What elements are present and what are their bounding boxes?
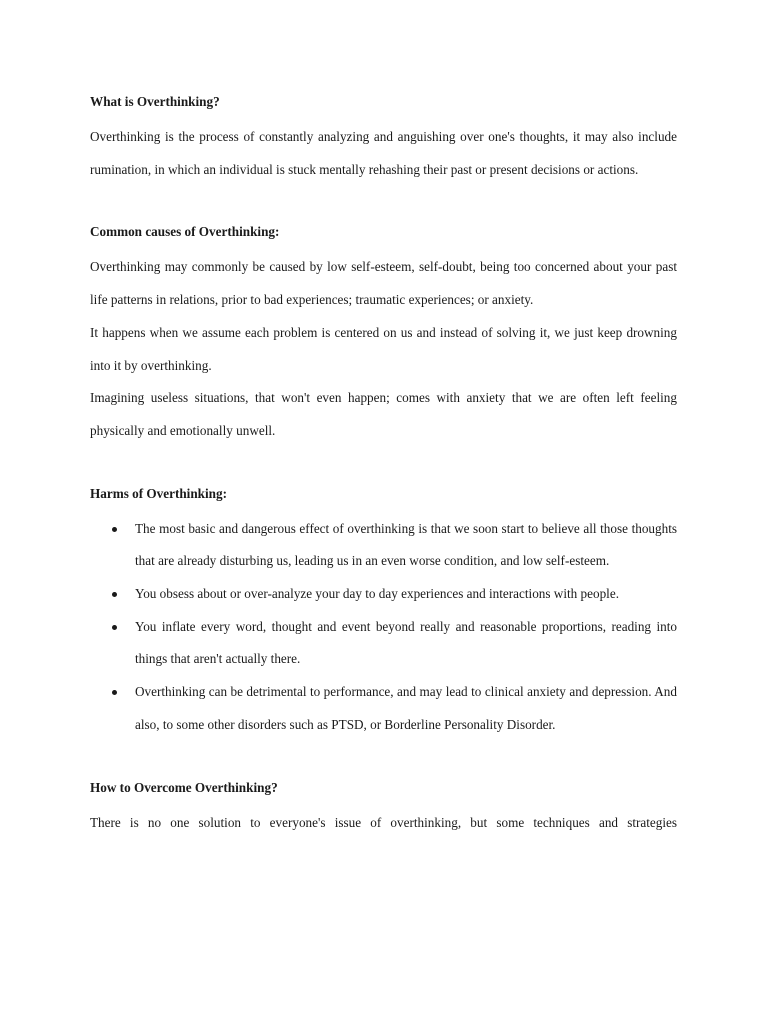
bullet-text: You obsess about or over-analyze your day to day experiences and interactions with people. [135,586,619,602]
paragraph-causes-1: Overthinking may commonly be caused by low self-esteem, self-doubt, being too concerned about your past life patterns in relations, prior to bad experiences; traumatic experiences; or anxiety. [90,259,677,308]
paragraph-overcome: There is no one solution to everyone's issue of overthinking, but some techniques and strategies [90,814,677,830]
section-spacer [90,742,677,774]
bullet-item [90,513,677,578]
paragraph-causes-2: It happens when we assume each problem is centered on us and instead of solving it, we just keep drowning into it by overthinking. [90,324,677,373]
bullet-dot-icon [112,690,117,695]
heading-common-causes: Common causes of Overthinking: [90,224,280,240]
heading-how-to-overcome: How to Overcome Overthinking? [90,779,278,795]
bullet-dot-icon [112,592,117,597]
bullet-text: The most basic and dangerous effect of overthinking is that we soon start to believe all those thoughts that are already disturbing us, leading us in an even worse condition, and low self-esteem. [135,520,677,569]
bullet-item [90,676,677,741]
heading-what-is-overthinking: What is Overthinking? [90,94,220,109]
paragraph-definition: Overthinking is the process of constantly analyzing and anguishing over one's thoughts, it may also include rumination, in which an individual is stuck mentally rehashing their past or present decisions or actions. [90,129,677,177]
bullet-text: You inflate every word, thought and event beyond really and reasonable proportions, reading into things that aren't actually there. [135,618,677,667]
bullet-dot-icon [112,625,117,630]
document-page [90,88,677,839]
bullet-item [90,611,677,676]
harms-bullet-list [90,513,677,742]
bullet-item [90,578,677,611]
section-spacer [90,186,677,218]
section-spacer [90,448,677,480]
bullet-dot-icon [112,527,117,532]
heading-harms: Harms of Overthinking: [90,485,228,501]
bullet-text: Overthinking can be detrimental to performance, and may lead to clinical anxiety and depression. And also, to some other disorders such as PTSD, or Borderline Personality Disorder. [135,684,677,732]
paragraph-causes-3: Imagining useless situations, that won't even happen; comes with anxiety that we are often left feeling physically and emotionally unwell. [90,390,677,438]
